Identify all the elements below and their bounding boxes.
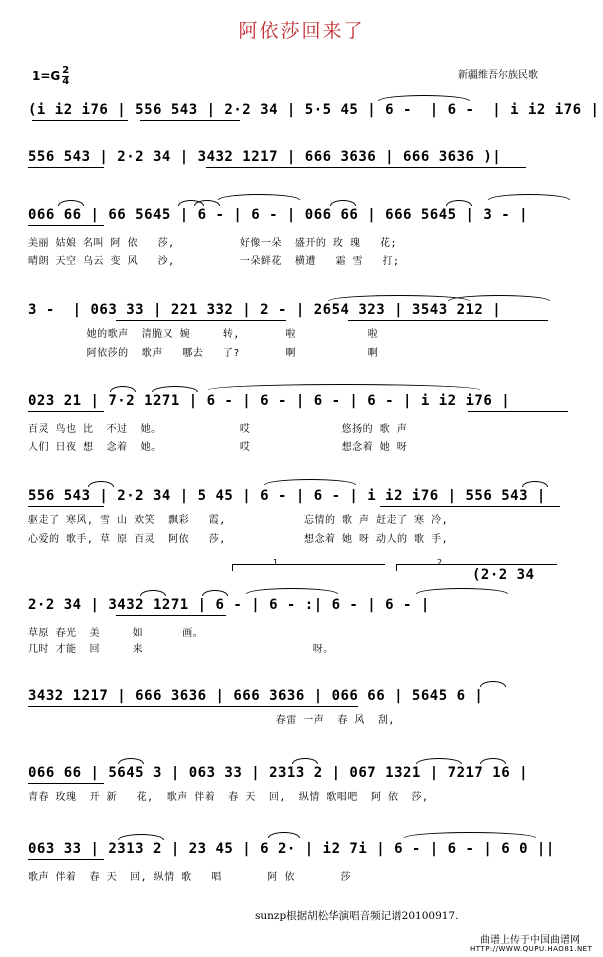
volta-number-1: 1 [273,558,279,567]
slur-arc [110,386,136,392]
slur-arc [118,834,164,840]
underline [28,225,104,226]
slur-arc [194,200,220,206]
lyrics-verse-1: 草原 春光 美 如 画。 [28,628,204,639]
underline [28,859,104,860]
slur-arc [140,590,166,596]
underline [116,320,286,321]
lyrics-verse-1: 驱走了 寒风, 雪 山 欢笑 飘彩 霞, 忘情的 歌 声 赶走了 寒 冷, [28,515,449,526]
song-origin: 新疆维吾尔族民歌 [458,70,538,81]
lyrics-verse-1: 百灵 鸟也 比 不过 她。 哎 悠扬的 歌 声 [28,424,408,435]
tie-arc [378,95,470,101]
key-signature [32,66,69,87]
slur-arc [448,295,550,301]
slur-arc [88,481,114,487]
time-sig-top: 2 [62,65,70,76]
notes-line: 3432 1217 | 666 3636 | 666 3636 | 066 66 | 5645 6 | [28,688,484,704]
underline [116,615,226,616]
notes-line: 023 21 | 7·2 1271 | 6 - | 6 - | 6 - | 6 - | i i2 i76 | [28,393,511,409]
underline [28,706,358,707]
time-sig-bottom: 4 [62,76,70,87]
underline [28,411,104,412]
tie-arc [218,194,300,200]
lyrics-verse-1: 春雷 一声 春 风 刮, [28,715,395,726]
lyrics-verse-1: 她的歌声 清脆又 婉 转, 啦 啦 [28,329,379,340]
slur-arc [58,200,84,206]
underline [28,783,104,784]
tie-arc [488,194,570,200]
lyrics-verse-1: 歌声 伴着 春 天 回, 纵情 歌 唱 阿 依 莎 [28,872,352,883]
lyrics-verse-2: 人们 日夜 想 念着 她。 哎 想念着 她 呀 [28,442,408,453]
footer-site-name: 曲谱上传于中国曲谱网 [480,935,580,946]
volta-bracket-1 [232,558,385,571]
slur-arc [446,200,472,206]
transcription-credit: sunzp根据胡松华演唱音频记谱20100917. [255,910,459,922]
underline [28,167,104,168]
lyrics-verse-2: 晴朗 天空 乌云 变 风 沙, 一朵鲜花 横遭 霜 雪 打; [28,256,400,267]
tie-arc [404,832,536,838]
tie-arc [416,588,508,594]
underline [32,120,128,121]
notes-line: 066 66 | 5645 3 | 063 33 | 2313 2 | 067 1321 | 7217 16 | [28,765,529,781]
slur-arc [152,386,198,392]
notes-line: (i i2 i76 | 556 543 | 2·2 34 | 5·5 45 | 6 - | 6 - | i i2 i76 | [28,102,600,118]
slur-arc [480,681,506,687]
notes-line: 556 543 | 2·2 34 | 5 45 | 6 - | 6 - | i i2 i76 | 556 543 | [28,488,546,504]
notes-line: 556 543 | 2·2 34 | 3432 1217 | 666 3636 | 666 3636 )| [28,149,502,165]
underline [28,506,104,507]
lyrics-verse-1: 青春 玫瑰 开 新 花, 歌声 伴着 春 天 回, 纵情 歌唱吧 阿 依 莎, [28,792,429,803]
fermata-arc [268,832,300,838]
notes-line: 3 - | 063 33 | 221 332 | 2 - | 2654 323 | 3543 212 | [28,302,502,318]
underline [348,320,548,321]
footer-site-url: HTTP://WWW.QUPU.HAO81.NET [470,945,593,953]
slur-arc [202,590,228,596]
underline [468,411,568,412]
slur-arc [292,758,318,764]
tie-arc [246,588,338,594]
lyrics-verse-2: 心爱的 歌手, 草 原 百灵 阿依 莎, 想念着 她 呀 动人的 歌 手, [28,534,449,545]
time-signature [62,66,69,87]
slur-arc [522,481,548,487]
tie-arc [264,479,356,485]
pickup-notes: (2·2 34 [472,567,535,583]
notes-line: 2·2 34 | 3432 1271 | 6 - | 6 - :| 6 - | 6 - | [28,597,430,613]
slur-arc [480,758,506,764]
score-title: 阿依莎回来了 [238,20,365,42]
lyrics-verse-1: 美丽 姑娘 名叫 阿 依 莎, 好像一朵 盛开的 玫 瑰 花; [28,238,398,249]
notes-line: 063 33 | 2313 2 | 23 45 | 6 2· | i2 7i | 6 - | 6 - | 6 0 || [28,841,555,857]
tie-arc [208,384,480,390]
slur-arc [330,200,356,206]
notes-line: 066 66 | 66 5645 | 6 - | 6 - | 066 66 | 666 5645 | 3 - | [28,207,529,223]
slur-arc [416,758,462,764]
key-label: 1=G [32,69,61,83]
underline [380,506,560,507]
underline [140,120,240,121]
underline [206,167,526,168]
slur-arc [118,758,144,764]
lyrics-verse-2: 阿依莎的 歌声 哪去 了? 啊 啊 [28,348,379,359]
volta-number-2: 2 [437,558,443,567]
lyrics-verse-2: 几时 才能 回 来 呀。 [28,644,334,655]
